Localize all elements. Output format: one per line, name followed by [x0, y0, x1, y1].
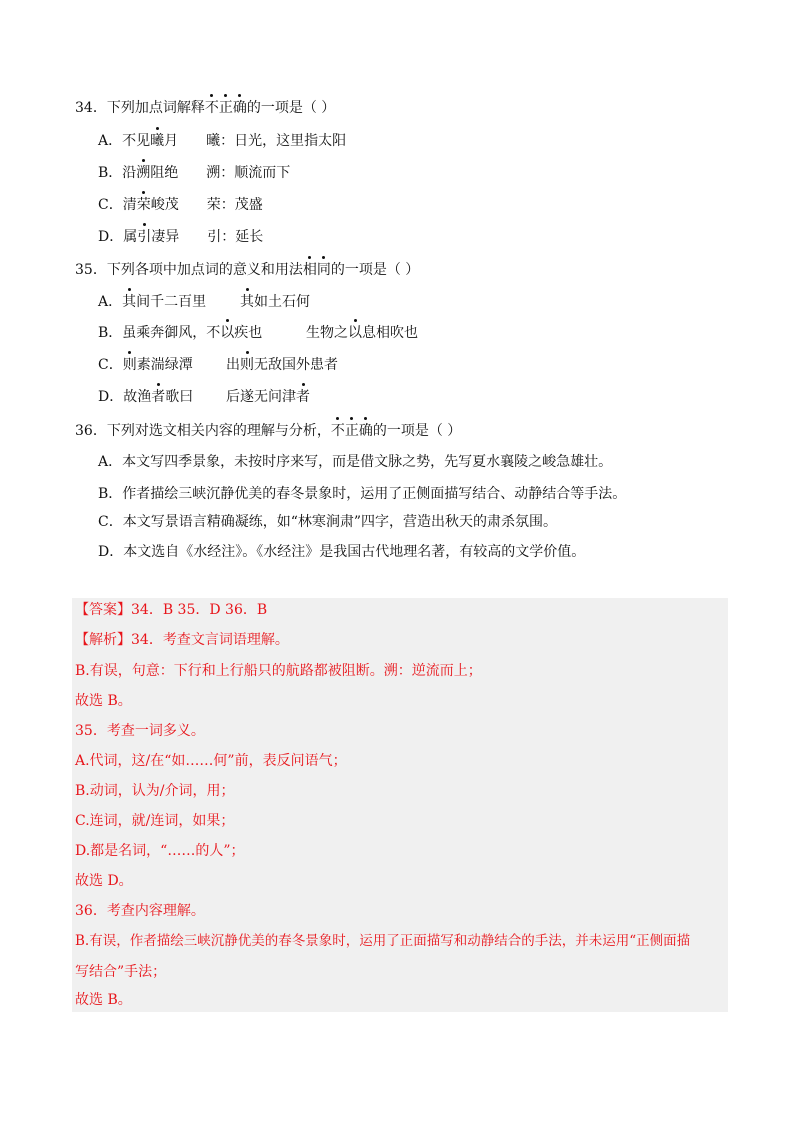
stem-text: 的一项是（ ） — [330, 262, 420, 278]
dotted-char: 相 — [302, 262, 317, 278]
dotted-char: 不 — [204, 100, 219, 116]
option-text: 歌曰 — [165, 389, 194, 405]
dotted-char: 正 — [218, 100, 233, 116]
stem-text: 的一项是（ ） — [372, 423, 462, 439]
analysis-line: 故选 D。 — [75, 873, 133, 889]
analysis-line: B.有误，句意：下行和上行船只的航路都被阻断。溯：逆流而上； — [75, 663, 482, 679]
option-text: 阻绝 — [150, 165, 179, 181]
dotted-char: 则 — [122, 357, 137, 373]
analysis-line: 35．考查一词多义。 — [75, 723, 205, 739]
option-text: A． — [98, 294, 123, 310]
q35-option-a — [98, 292, 310, 312]
option-text: B．虽乘奔御风，不 — [98, 325, 221, 341]
dotted-char: 则 — [240, 357, 254, 373]
q34-option-b — [98, 163, 290, 183]
dotted-char: 者 — [151, 389, 166, 405]
option-text: 息相吹也 — [362, 325, 418, 341]
analysis-line: D.都是名词，“……的人”； — [75, 843, 245, 859]
dotted-char: 以 — [348, 325, 362, 341]
option-text: A．不见 — [98, 133, 151, 149]
dotted-char: 以 — [220, 325, 235, 341]
option-text: C． — [98, 357, 123, 373]
dotted-char: 引 — [137, 229, 152, 245]
q34-option-a — [98, 131, 346, 151]
question-34-stem — [75, 98, 335, 118]
stem-text: 36．下列对选文相关内容的理解与分析， — [75, 423, 331, 439]
option-text: 峻茂 — [150, 197, 179, 213]
option-text: 生物之 — [306, 325, 348, 341]
q36-option-d: D．本文选自《水经注》。《水经注》是我国古代地理名著，有较高的文学价值。 — [98, 544, 586, 560]
dotted-char: 其 — [122, 294, 137, 310]
stem-text: 34．下列加点词解释 — [75, 100, 205, 116]
q35-option-d — [98, 387, 310, 407]
dotted-char: 其 — [240, 294, 254, 310]
dotted-char: 者 — [296, 389, 310, 405]
question-35-stem — [75, 260, 419, 280]
dotted-char: 荣 — [136, 197, 151, 213]
option-text: 出 — [226, 357, 240, 373]
q36-option-a: A．本文写四季景象，未按时序来写，而是借文脉之势，先写夏水襄陵之峻急雄壮。 — [98, 454, 613, 470]
q35-option-c — [98, 355, 338, 375]
analysis-line: 故选 B。 — [75, 992, 132, 1008]
analysis-line: 36．考查内容理解。 — [75, 903, 205, 919]
analysis-line: 【解析】34．考查文言词语理解。 — [75, 632, 289, 648]
option-text: 疾也 — [234, 325, 263, 341]
analysis-line: B.有误，作者描绘三峡沉静优美的春冬景象时，运用了正面描写和动静结合的手法，并未运用“正侧面描 — [75, 933, 691, 949]
question-36-stem — [75, 421, 461, 441]
option-text: 无敌国外患者 — [254, 357, 338, 373]
stem-text: 的一项是（ ） — [246, 100, 336, 116]
q35-option-b — [98, 323, 418, 343]
q36-option-c: C．本文写景语言精确凝练，如“林寒涧肃”四字，营造出秋天的肃杀氛围。 — [98, 514, 558, 530]
option-text: D．故渔 — [98, 389, 152, 405]
dotted-char: 确 — [232, 100, 247, 116]
dotted-char: 不 — [330, 423, 345, 439]
option-text: 月 — [164, 133, 179, 149]
option-text: 后遂无问津 — [226, 389, 296, 405]
option-text: 凄异 — [151, 229, 180, 245]
q36-option-b: B．作者描绘三峡沉静优美的春冬景象时，运用了正侧面描写结合、动静结合等手法。 — [98, 486, 627, 502]
analysis-line: A.代词，这/在“如……何”前，表反问语气； — [75, 753, 347, 769]
answer-line: 【答案】34．B 35．D 36．B — [75, 602, 268, 618]
dotted-char: 正 — [344, 423, 359, 439]
option-gloss: 曦：日光，这里指太阳 — [206, 133, 347, 149]
option-gloss: 溯：顺流而下 — [206, 165, 291, 181]
option-gloss: 荣：茂盛 — [206, 197, 263, 213]
q34-option-c — [98, 195, 263, 215]
dotted-char: 同 — [316, 262, 331, 278]
option-text: 间千二百里 — [136, 294, 207, 310]
option-text: B．沿 — [98, 165, 137, 181]
dotted-char: 确 — [358, 423, 373, 439]
stem-text: 35．下列各项中加点词的意义和用法 — [75, 262, 303, 278]
option-gloss: 引：延长 — [207, 229, 264, 245]
option-text: 素湍绿潭 — [136, 357, 193, 373]
dotted-char: 溯 — [136, 165, 151, 181]
dotted-char: 曦 — [150, 133, 165, 149]
analysis-line: B.动词，认为/介词，用； — [75, 783, 235, 799]
option-text: C．清 — [98, 197, 137, 213]
q34-option-d — [98, 227, 263, 247]
option-text: D．属 — [98, 229, 138, 245]
analysis-line: 写结合”手法； — [75, 964, 167, 980]
option-text: 如土石何 — [254, 294, 310, 310]
analysis-line: 故选 B。 — [75, 693, 132, 709]
analysis-line: C.连词，就/连词，如果； — [75, 813, 235, 829]
